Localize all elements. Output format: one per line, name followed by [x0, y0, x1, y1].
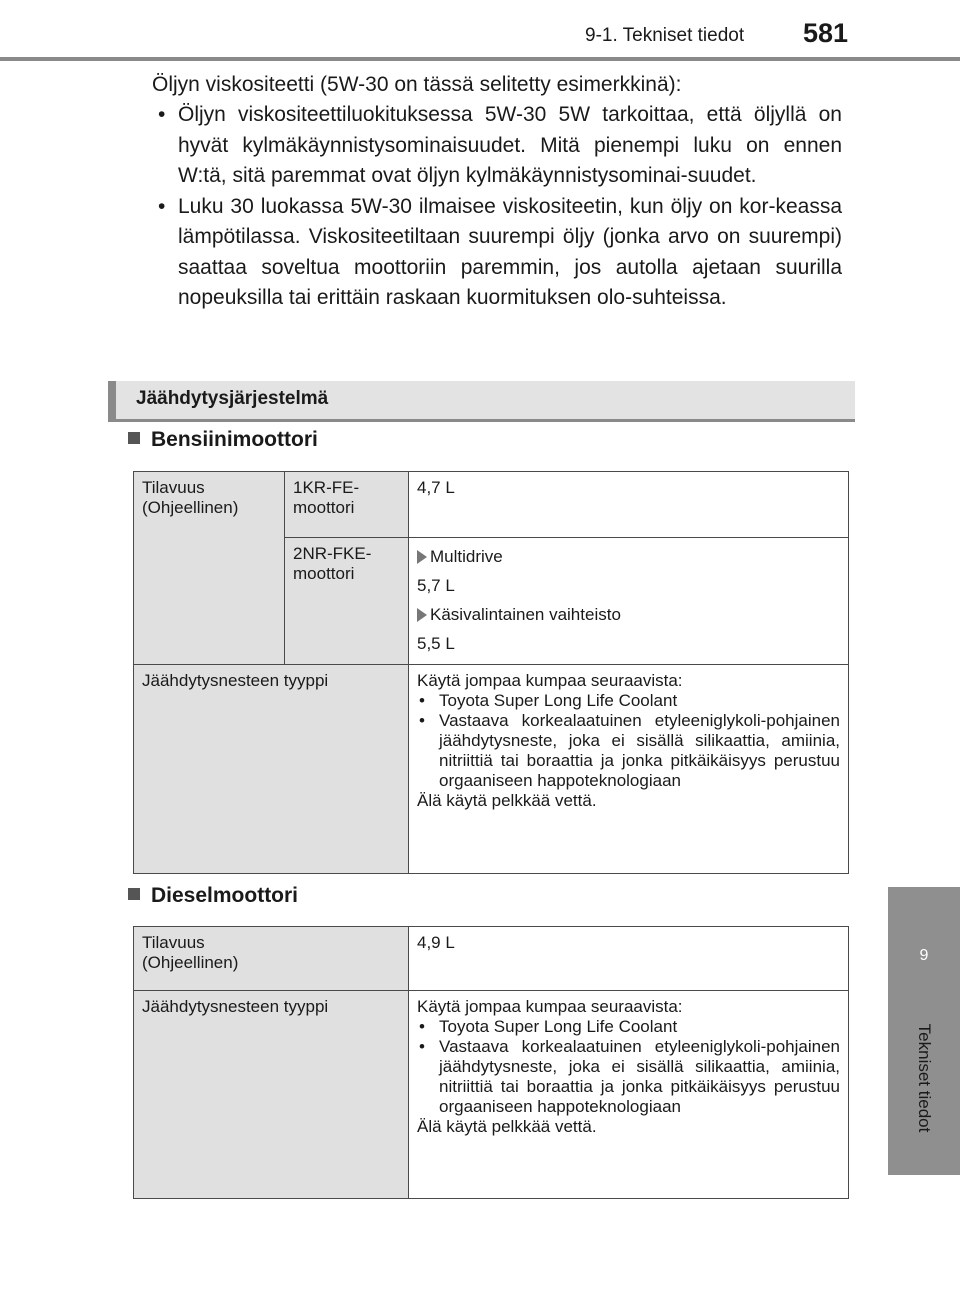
petrol-coolant-label: Jäähdytysnesteen tyyppi [134, 665, 409, 874]
coolant-option: Vastaava korkealaatuinen etyleeniglykoli-pohjainen jäähdytysneste, joka ei sisällä silikaattia, amiinia, nitriittiä tai boraattia ja jonka pitkäikäisyys perustuu orgaaniseen happoteknologiaan [439, 1037, 840, 1116]
diesel-subheading [128, 884, 298, 908]
triangle-bullet-icon [417, 550, 427, 564]
chapter-tab-label: Tekniset tiedot [915, 1023, 934, 1133]
list-item: • Vastaava korkealaatuinen etyleeniglykoli-pohjainen jäähdytysneste, joka ei sisällä silikaattia, amiinia, nitriittiä tai boraattia ja jonka pitkäikäisyys perustuu orgaaniseen happoteknologiaan [419, 1037, 840, 1116]
petrol-subheading [128, 428, 318, 452]
coolant-option: Toyota Super Long Life Coolant [439, 1017, 678, 1036]
header-rule [0, 57, 960, 61]
chapter-tab-number: 9 [919, 947, 929, 964]
petrol-subheading-text: Bensiinimoottori [151, 428, 318, 451]
coolant-option: Toyota Super Long Life Coolant [439, 691, 678, 710]
coolant-intro: Käytä jompaa kumpaa seuraavista: [417, 997, 683, 1016]
list-item: • Vastaava korkealaatuinen etyleeniglykoli-pohjainen jäähdytysneste, joka ei sisällä silikaattia, amiinia, nitriittiä tai boraattia ja jonka pitkäikäisyys perustuu orgaaniseen happoteknologiaan [419, 711, 840, 790]
manual-label: Käsivalintainen vaihteisto [430, 605, 621, 624]
petrol-coolant-values [409, 665, 849, 874]
petrol-coolant-table [133, 471, 849, 874]
running-header-section: 9-1. Tekniset tiedot [585, 25, 745, 46]
diesel-capacity-value: 4,9 L [409, 927, 849, 991]
section-heading-bar [108, 381, 855, 422]
diesel-coolant-table [133, 926, 849, 1199]
oil-viscosity-bullets [156, 100, 842, 314]
list-item: • Luku 30 luokassa 5W-30 ilmaisee viskositeetin, kun öljy on kor-keassa lämpötilassa. Viskositeetiltaan suurempi öljy (jonka arvo on suurempi) saattaa soveltua moottoriin paremmin, jos autolla ajetaan suurilla nopeuksilla tai erittäin raskaan kuormituksen olo-suhteissa. [158, 194, 842, 309]
diesel-coolant-label: Jäähdytysnesteen tyyppi [134, 991, 409, 1199]
coolant-note: Älä käytä pelkkää vettä. [417, 791, 597, 810]
section-title: Jäähdytysjärjestelmä [136, 388, 329, 409]
multidrive-label: Multidrive [430, 547, 503, 566]
petrol-capacity-label: Tilavuus (Ohjeellinen) [134, 472, 285, 665]
square-bullet-icon [128, 888, 140, 900]
coolant-intro: Käytä jompaa kumpaa seuraavista: [417, 671, 683, 690]
list-item: • Toyota Super Long Life Coolant [419, 1017, 678, 1036]
square-bullet-icon [128, 432, 140, 444]
engine-1kr-value: 4,7 L [409, 472, 849, 538]
coolant-note: Älä käytä pelkkää vettä. [417, 1117, 597, 1136]
manual-value: 5,5 L [417, 634, 455, 653]
coolant-option: Vastaava korkealaatuinen etyleeniglykoli-pohjainen jäähdytysneste, joka ei sisällä silikaattia, amiinia, nitriittiä tai boraattia ja jonka pitkäikäisyys perustuu orgaaniseen happoteknologiaan [439, 711, 840, 790]
diesel-coolant-values [409, 991, 849, 1199]
page-number: 581 [803, 18, 849, 48]
triangle-bullet-icon [417, 608, 427, 622]
diesel-capacity-label: Tilavuus (Ohjeellinen) [134, 927, 409, 991]
engine-2nr-values [409, 538, 849, 665]
diesel-subheading-text: Dieselmoottori [151, 884, 299, 907]
multidrive-value: 5,7 L [417, 576, 455, 595]
engine-2nr-label: 2NR-FKE- moottori [285, 538, 409, 665]
engine-1kr-label: 1KR-FE- moottori [285, 472, 409, 538]
bullet-text: Öljyn viskositeettiluokituksessa 5W-30 5W tarkoittaa, että öljyllä on hyvät kylmäkäynnistysominaisuudet. Mitä pienempi luku on ennen W:tä, sitä paremmat ovat öljyn kylmäkäynnistysominai-suudet. [178, 103, 842, 187]
list-item: • Toyota Super Long Life Coolant [419, 691, 678, 710]
list-item: • Öljyn viskositeettiluokituksessa 5W-30 5W tarkoittaa, että öljyllä on hyvät kylmäkäynnistysominaisuudet. Mitä pienempi luku on ennen W:tä, sitä paremmat ovat öljyn kylmäkäynnistysominai-suudet. [158, 103, 842, 187]
bullet-text: Luku 30 luokassa 5W-30 ilmaisee viskositeetin, kun öljy on kor-keassa lämpötilassa. Viskositeetiltaan suurempi öljy (jonka arvo on suurempi) saattaa soveltua moottoriin paremmin, jos autolla ajetaan suurilla nopeuksilla tai erittäin raskaan kuormituksen olo-suhteissa. [178, 194, 842, 309]
oil-viscosity-intro: Öljyn viskositeetti (5W-30 on tässä selitetty esimerkkinä): [152, 73, 682, 96]
